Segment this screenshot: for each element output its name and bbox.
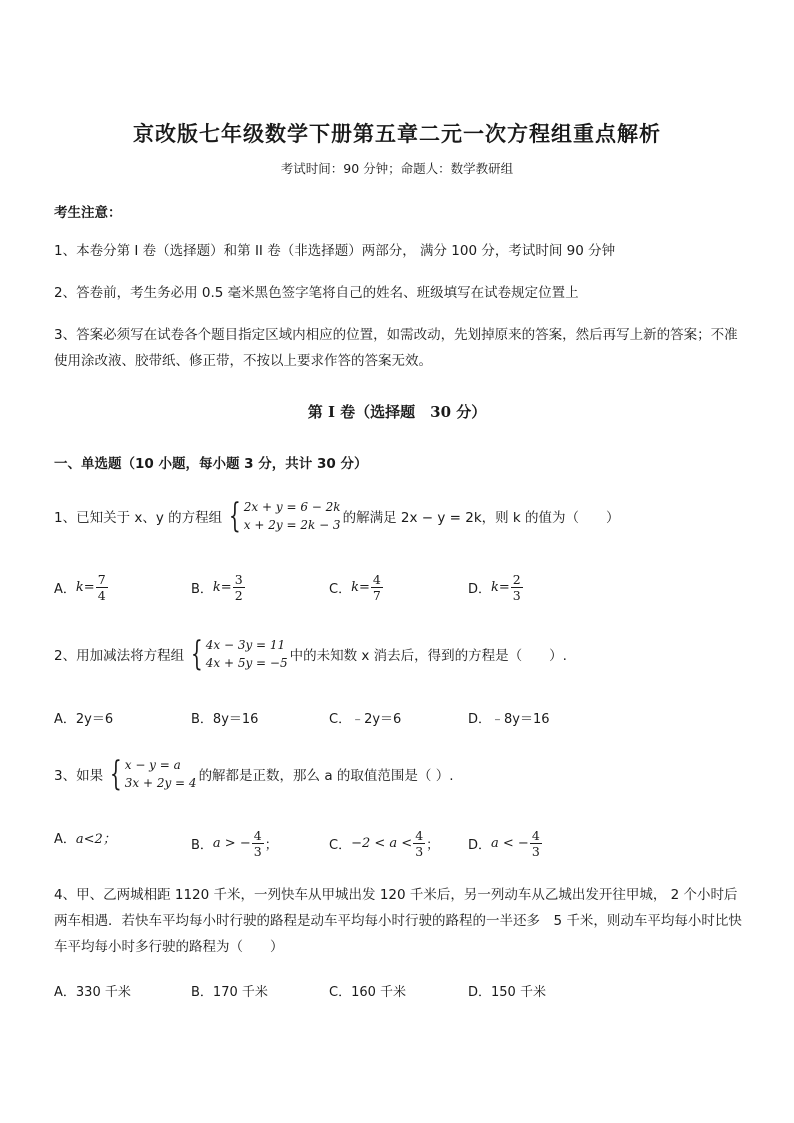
q3-eq1: x − y = a [124, 758, 181, 772]
question-4: 4、甲、乙两城相距 1120 千米，一列快车从甲城出发 120 千米后，另一列动车从乙城出发开往甲城， 2 个小时后两车相遇．若快车平均每小时行驶的路程是动车平均每小时行驶的路程的一半还多 5 千米，则动车平均每小时比快车平均每小时多行驶的路程为（ ） [54, 887, 742, 955]
option-label: D． [468, 838, 492, 853]
option-label: D． [468, 712, 492, 727]
option-label: B． [191, 582, 213, 597]
option-text: 330 千米 [75, 985, 131, 1000]
q1-option-b[interactable] [191, 572, 246, 603]
q3-prefix: 3、如果 [54, 768, 104, 784]
option-label: C． [329, 985, 352, 1000]
q2-eq1: 4x − 3y = 11 [205, 638, 286, 652]
brace-icon: { [109, 754, 122, 794]
q2-option-b[interactable] [191, 708, 258, 727]
q4-option-d[interactable] [468, 981, 546, 1000]
question-2 [54, 636, 567, 672]
option-suffix: ； [264, 838, 278, 853]
option-label: C． [329, 582, 352, 597]
q2-option-d[interactable] [468, 708, 550, 727]
q2-prefix: 2、用加减法将方程组 [54, 648, 185, 664]
q1-prefix: 1、已知关于 x、y 的方程组 [54, 510, 223, 526]
option-suffix: ； [426, 838, 440, 853]
option-text: −2 < a < [351, 836, 413, 851]
q4-option-a[interactable] [54, 981, 131, 1000]
option-label: A． [54, 712, 76, 727]
q1-eq2: x + 2y = 2k − 3 [243, 518, 341, 532]
q2-option-c[interactable] [329, 708, 401, 727]
question-1 [54, 498, 620, 534]
notice-item-3: 3、答案必须写在试卷各个题目指定区域内相应的位置，如需改动，先划掉原来的答案，然后再写上新的答案；不准使用涂改液、胶带纸、修正带，不按以上要求作答的答案无效。 [54, 327, 738, 369]
q1-option-c[interactable] [329, 572, 384, 603]
option-text: ﹣8y＝16 [491, 712, 550, 727]
option-label: D． [468, 985, 492, 1000]
option-text: 150 千米 [491, 985, 546, 1000]
q3-suffix: 的解都是正数，那么 a 的取值范围是（ ）. [198, 768, 454, 784]
page-title: 京改版七年级数学下册第五章二元一次方程组重点解析 [133, 121, 661, 146]
question-3 [54, 756, 454, 792]
q2-eq2: 4x + 5y = −5 [205, 656, 288, 670]
page-subtitle: 考试时间：90 分钟；命题人：数学教研组 [280, 161, 514, 176]
option-text: 160 千米 [351, 985, 407, 1000]
option-label: C． [329, 838, 352, 853]
brace-icon: { [190, 634, 203, 674]
option-label: A． [54, 582, 76, 597]
option-label: D． [468, 582, 492, 597]
option-text: ﹣2y＝6 [351, 712, 402, 727]
q1-eq1: 2x + y = 6 − 2k [243, 500, 341, 514]
option-fraction: $\frac{7}{4}$ [97, 572, 106, 603]
option-fraction: $\frac{4}{7}$ [372, 572, 381, 603]
option-fraction: $\frac{4}{3}$ [253, 828, 262, 859]
q3-option-a[interactable] [54, 828, 116, 847]
q3-eq2: 3x + 2y = 4 [124, 776, 197, 790]
option-label: A． [54, 985, 76, 1000]
option-fraction: $\frac{4}{3}$ [531, 828, 540, 859]
q4-option-b[interactable] [191, 981, 268, 1000]
q1-suffix: 的解满足 2x − y = 2k，则 k 的值为（ ） [342, 510, 620, 526]
q3-equation-system [105, 756, 196, 792]
part-title: 一、单选题（10 小题，每小题 3 分，共计 30 分） [54, 456, 368, 472]
option-lhs: k= [75, 580, 95, 595]
q1-equation-system [224, 498, 340, 534]
notice-item-1: 1、本卷分第 I 卷（选择题）和第 II 卷（非选择题）两部分， 满分 100 分，考试时间 90 分钟 [54, 243, 616, 259]
option-fraction: $\frac{3}{2}$ [234, 572, 243, 603]
brace-icon: { [229, 496, 241, 536]
option-label: A． [54, 832, 76, 847]
q2-equation-system [186, 636, 288, 672]
option-lhs: k= [491, 580, 510, 595]
q2-option-a[interactable] [54, 708, 113, 727]
q2-suffix: 中的未知数 x 消去后，得到的方程是（ ）. [289, 648, 567, 664]
q3-option-b[interactable] [191, 828, 278, 859]
q3-option-c[interactable] [329, 828, 439, 859]
option-label: C． [329, 712, 352, 727]
option-lhs: k= [212, 580, 232, 595]
section-title: 第 I 卷（选择题 30 分） [307, 403, 487, 421]
option-text: a < − [491, 836, 529, 851]
option-text: 8y＝16 [212, 712, 259, 727]
option-text: a<2； [75, 832, 116, 847]
option-lhs: k= [351, 580, 370, 595]
option-fraction: $\frac{4}{3}$ [415, 828, 424, 859]
notice-heading: 考生注意： [54, 205, 122, 221]
option-text: a > − [212, 836, 251, 851]
option-label: B． [191, 985, 213, 1000]
q3-option-d[interactable] [468, 828, 543, 859]
q1-option-d[interactable] [468, 572, 524, 603]
option-fraction: $\frac{2}{3}$ [512, 572, 521, 603]
option-label: B． [191, 838, 213, 853]
q1-option-a[interactable] [54, 572, 109, 603]
notice-item-2: 2、答卷前，考生务必用 0.5 毫米黑色签字笔将自己的姓名、班级填写在试卷规定位置上 [54, 285, 579, 301]
option-label: B． [191, 712, 213, 727]
option-text: 2y＝6 [75, 712, 114, 727]
option-text: 170 千米 [212, 985, 268, 1000]
q4-option-c[interactable] [329, 981, 406, 1000]
